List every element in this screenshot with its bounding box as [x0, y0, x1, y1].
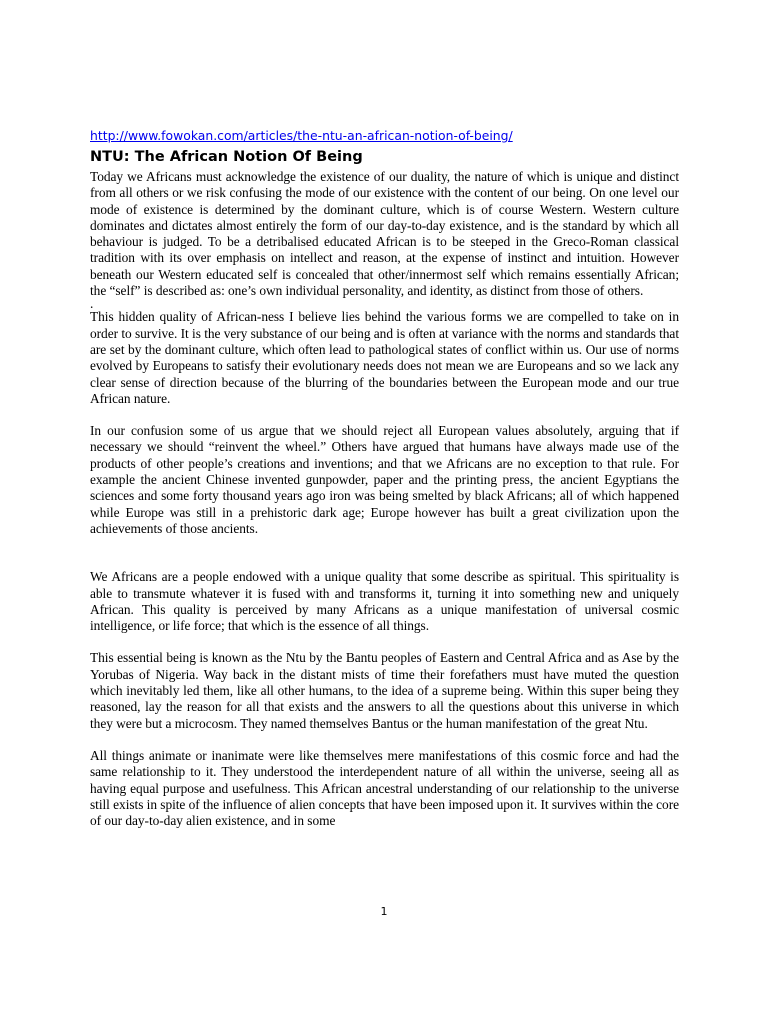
- page-number: 1: [380, 905, 388, 918]
- source-url-link[interactable]: http://www.fowokan.com/articles/the-ntu-an-african-notion-of-being/: [90, 128, 513, 143]
- paragraph-5: This essential being is known as the Ntu by the Bantu peoples of Eastern and Central Africa and as Ase by the Yorubas of Nigeria. Way back in the distant mists of time their forefathers must have muted the question which inevitably led them, like all other humans, to the idea of a supreme being. Within this super being they reasoned, lay the reason for all that exists and the answers to all the questions about this universe in which they were but a microcosm. They named themselves Bantus or the human manifestation of the great Ntu.: [90, 650, 679, 731]
- stray-period: .: [90, 296, 94, 312]
- paragraph-6: All things animate or inanimate were like themselves mere manifestations of this cosmic force and had the same relationship to it. They understood the interdependent nature of all within the universe, seeing all as having equal purpose and usefulness. This African ancestral understanding of our relationship to the universe still exists in spite of the influence of alien concepts that have been imposed upon it. It survives within the core of our day-to-day alien existence, and in some: [90, 747, 679, 829]
- document-title: NTU: The African Notion Of Being: [90, 149, 363, 165]
- paragraph-4: We Africans are a people endowed with a unique quality that some describe as spiritual. This spirituality is able to transmute whatever it is fused with and transforms it, turning it into something new and uniquely African. This quality is perceived by many Africans as a unique manifestation of universal cosmic intelligence, or life force; that which is the essence of all things.: [90, 569, 679, 634]
- paragraph-1: Today we Africans must acknowledge the existence of our duality, the nature of which is unique and distinct from all others or we risk confusing the mode of our existence with the content of our being. On one level our mode of existence is determined by the dominant culture, which is of course Western. Western culture dominates and dictates almost entirely the form of our day-to-day existence, and is the standard by which all behaviour is judged. To be a detribalised educated African is to be steeped in the Greco-Roman classical tradition with its over emphasis on intellect and reason, at the expense of instinct and intuition. However beneath our Western educated self is concealed that other/innermost self which remains essentially African; the “self” is described as: one’s own individual personality, and identity, as distinct from those of others.: [90, 169, 679, 299]
- paragraph-2: This hidden quality of African-ness I believe lies behind the various forms we are compelled to take on in order to survive. It is the very substance of our being and is often at variance with the norms and standards that are set by the dominant culture, which often lead to pathological states of conflict within us. Our use of norms evolved by Europeans to satisfy their evolutionary needs does not mean we are Europeans and so we lack any clear sense of direction because of the blurring of the boundaries between the European mode and our true African nature.: [90, 309, 679, 406]
- paragraph-3: In our confusion some of us argue that we should reject all European values absolutely, arguing that if necessary we should “reinvent the wheel.” Others have argued that humans have always made use of the products of other people’s creations and inventions; and that we Africans are no exception to that rule. For example the ancient Chinese invented gunpowder, paper and the printing press, the ancient Egyptians the sciences and some forty thousand years ago iron was being smelted by black Africans; all of which happened while Europe was still in a prehistoric dark age; Europe however has built a great civilization upon the achievements of those ancients.: [90, 423, 679, 536]
- document-body: [90, 128, 679, 829]
